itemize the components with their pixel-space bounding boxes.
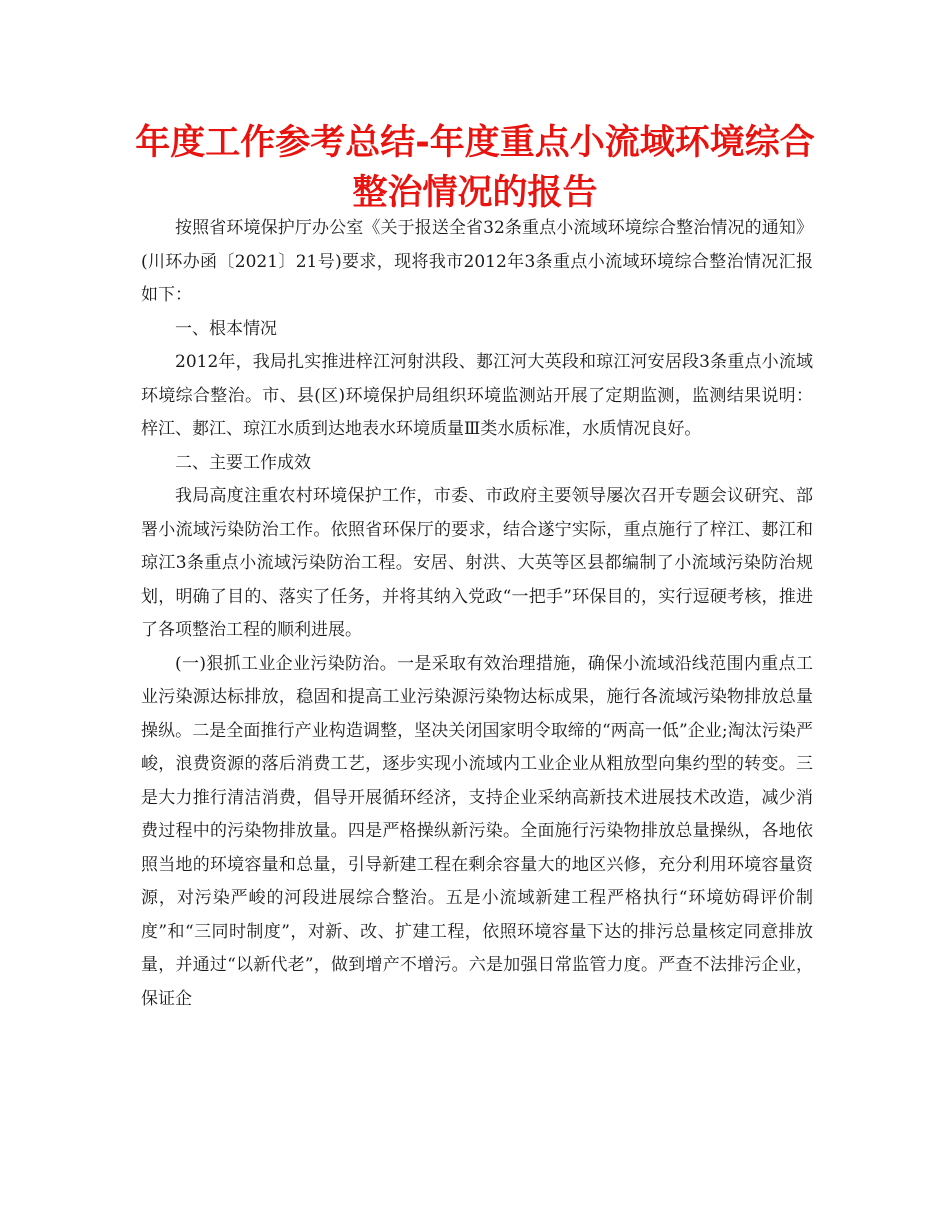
document-title: 年度工作参考总结-年度重点小流域环境综合整治情况的报告 [135,123,815,213]
document-body [141,212,813,1016]
paragraph-intro: 按照省环境保护厅办公室《关于报送全省32条重点小流域环境综合整治情况的通知》(川环办函〔2021〕21号)要求，现将我市2012年3条重点小流域环境综合整治情况汇报如下： [141,218,813,305]
section-heading-basic-situation: 一、根本情况 [175,318,277,339]
paragraph-industrial-pollution: (一)狠抓工业企业污染防治。一是采取有效治理措施，确保小流域沿线范围内重点工业污染源达标排放，稳固和提高工业污染源污染物达标成果，施行各流域污染物排放总量操纵。二是全面推行产业构造调整，坚决关闭国家明令取缔的“两高一低”企业;淘汰污染严峻，浪费资源的落后消费工艺，逐步实现小流域内工业企业从粗放型向集约型的转变。三是大力推行清洁消费，倡导开展循环经济，支持企业采纳高新技术进展技术改造，减少消费过程中的污染物排放量。四是严格操纵新污染。全面施行污染物排放总量操纵，各地依照当地的环境容量和总量，引导新建工程在剩余容量大的地区兴修，充分利用环境容量资源，对污染严峻的河段进展综合整治。五是小流域新建工程严格执行“环境妨碍评价制度”和“三同时制度”，对新、改、扩建工程，依照环境容量下达的排污总量核定同意排放量，并通过“以新代老”，做到增产不增污。六是加强日常监管力度。严查不法排污企业，保证企 [141,653,813,1009]
section-heading-main-results: 二、主要工作成效 [175,452,311,473]
paragraph-main-results: 我局高度注重农村环境保护工作，市委、市政府主要领导屡次召开专题会议研究、部署小流域污染防治工作。依照省环保厅的要求，结合遂宁实际，重点施行了梓江、郪江和琼江3条重点小流域污染防治工程。安居、射洪、大英等区县都编制了小流域污染防治规划，明确了目的、落实了任务，并将其纳入党政“一把手”环保目的，实行逗硬考核，推进了各项整治工程的顺利进展。 [141,486,813,640]
paragraph-basic-situation: 2012年，我局扎实推进梓江河射洪段、郪江河大英段和琼江河安居段3条重点小流域环境综合整治。市、县(区)环境保护局组织环境监测站开展了定期监测，监测结果说明：梓江、郪江、琼江水质到达地表水环境质量Ⅲ类水质标准，水质情况良好。 [141,352,813,439]
